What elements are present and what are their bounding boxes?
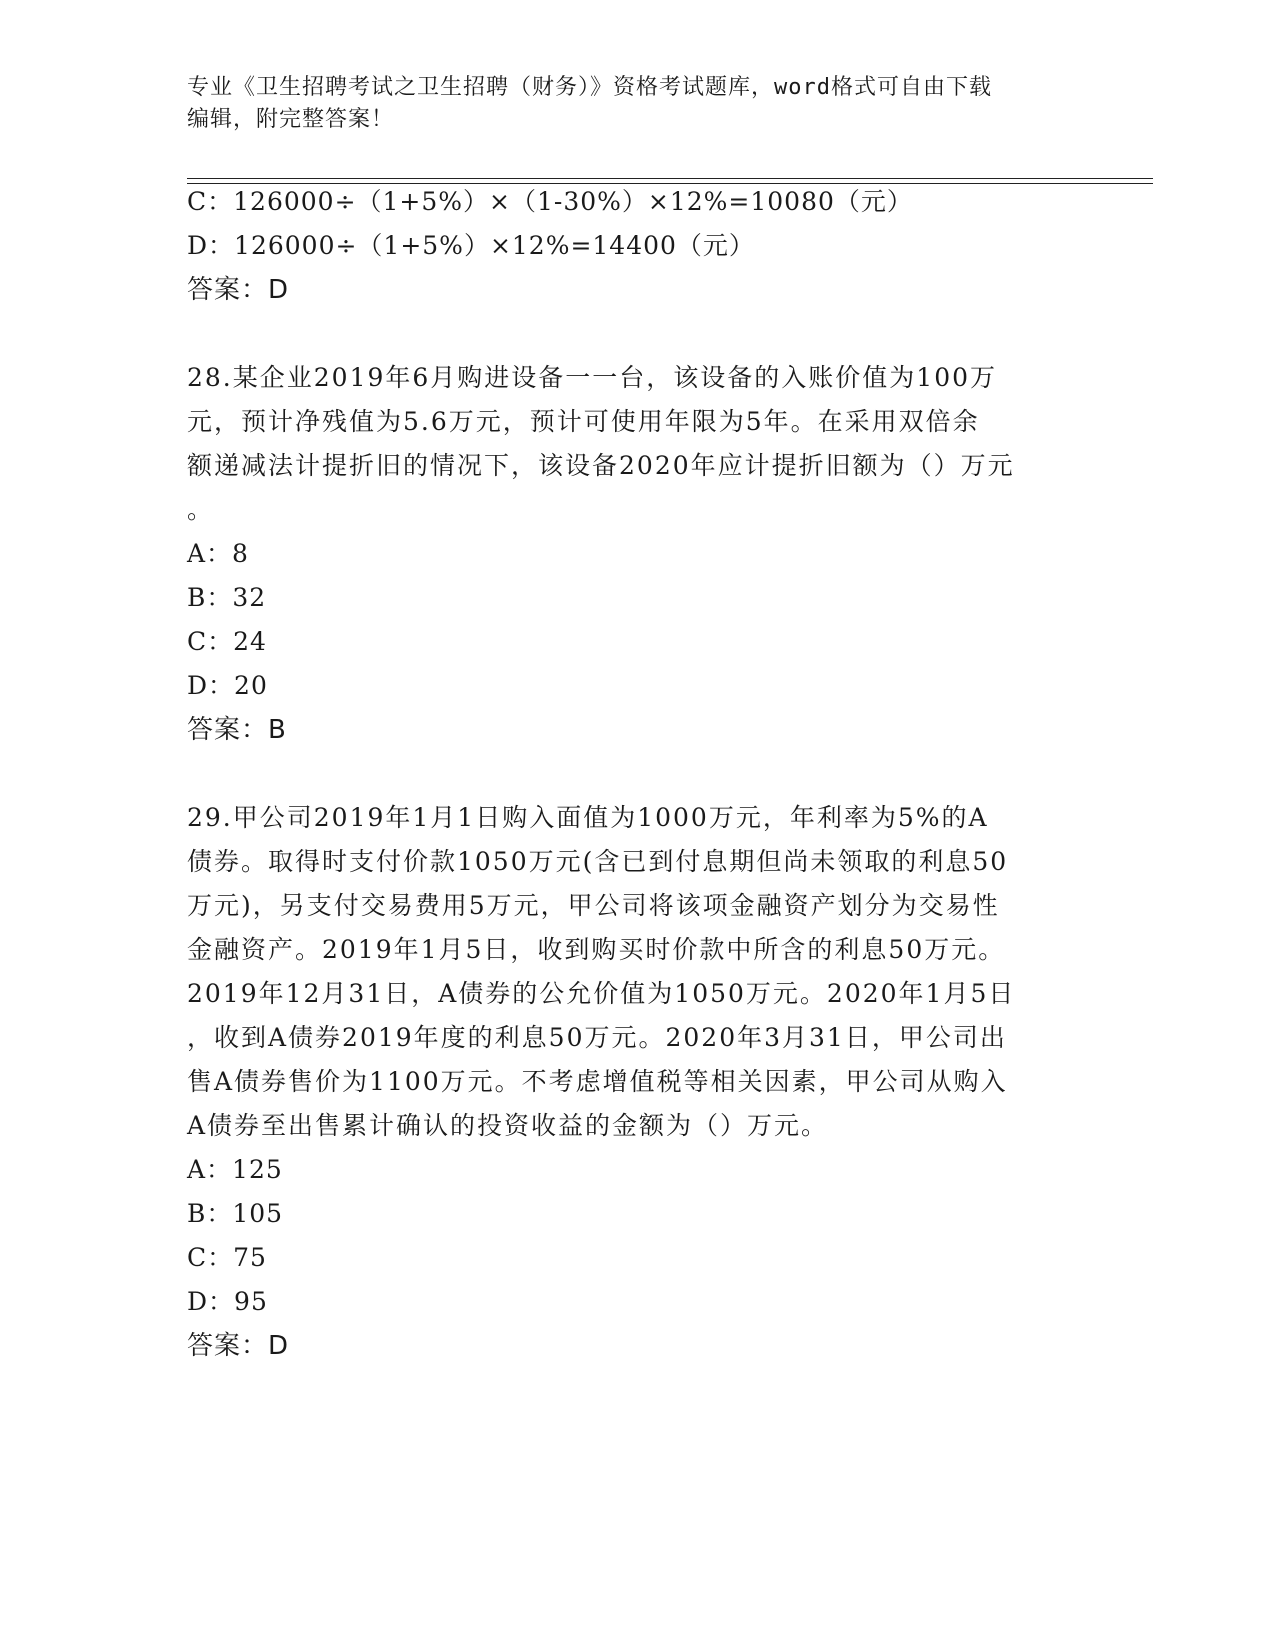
q29-option-b: B：105 [187,1199,284,1228]
q28-line-2: 元，预计净残值为5.6万元，预计可使用年限为5年。在采用双倍余 [187,407,980,436]
prev-option-c: C：126000÷（1+5%）×（1-30%）×12%=10080（元） [187,187,913,216]
q28-line-4: 。 [187,495,215,524]
header-divider-bottom [187,183,1153,184]
q28-answer: 答案：B [187,715,287,745]
header-line-1: 专业《卫生招聘考试之卫生招聘（财务）》资格考试题库，word格式可自由下载 [187,75,992,100]
q28-line-1: 28.某企业2019年6月购进设备一一台，该设备的入账价值为100万 [187,363,998,392]
q29-line-4: 金融资产。2019年1月5日，收到购买时价款中所含的利息50万元。 [187,935,1006,964]
q28-option-d: D：20 [187,671,268,700]
q29-line-7: 售A债券售价为1100万元。不考虑增值税等相关因素，甲公司从购入 [187,1067,1008,1096]
q29-option-c: C：75 [187,1243,267,1272]
q29-line-8: A债券至出售累计确认的投资收益的金额为（）万元。 [187,1111,829,1140]
document-header [187,72,1087,136]
q29-line-3: 万元)，另支付交易费用5万元，甲公司将该项金融资产划分为交易性 [187,891,1000,920]
q29-line-2: 债券。取得时支付价款1050万元(含已到付息期但尚未领取的利息50 [187,847,1009,876]
q29-option-d: D：95 [187,1287,268,1316]
q29-line-1: 29.甲公司2019年1月1日购入面值为1000万元，年利率为5%的A [187,803,989,832]
q28-option-a: A：8 [187,539,249,568]
q29-option-a: A：125 [187,1155,283,1184]
header-divider-top [187,178,1153,179]
prev-answer: 答案：D [187,275,290,305]
q28-option-c: C：24 [187,627,267,656]
q29-line-6: ，收到A债券2019年度的利息50万元。2020年3月31日，甲公司出 [187,1023,1007,1052]
q28-option-b: B：32 [187,583,267,612]
q28-line-3: 额递减法计提折旧的情况下，该设备2020年应计提折旧额为（）万元 [187,451,1015,480]
prev-option-d: D：126000÷（1+5%）×12%=14400（元） [187,231,755,260]
header-line-2: 编辑，附完整答案！ [187,107,395,132]
q29-line-5: 2019年12月31日，A债券的公允价值为1050万元。2020年1月5日 [187,979,1016,1008]
q29-answer: 答案：D [187,1331,290,1361]
